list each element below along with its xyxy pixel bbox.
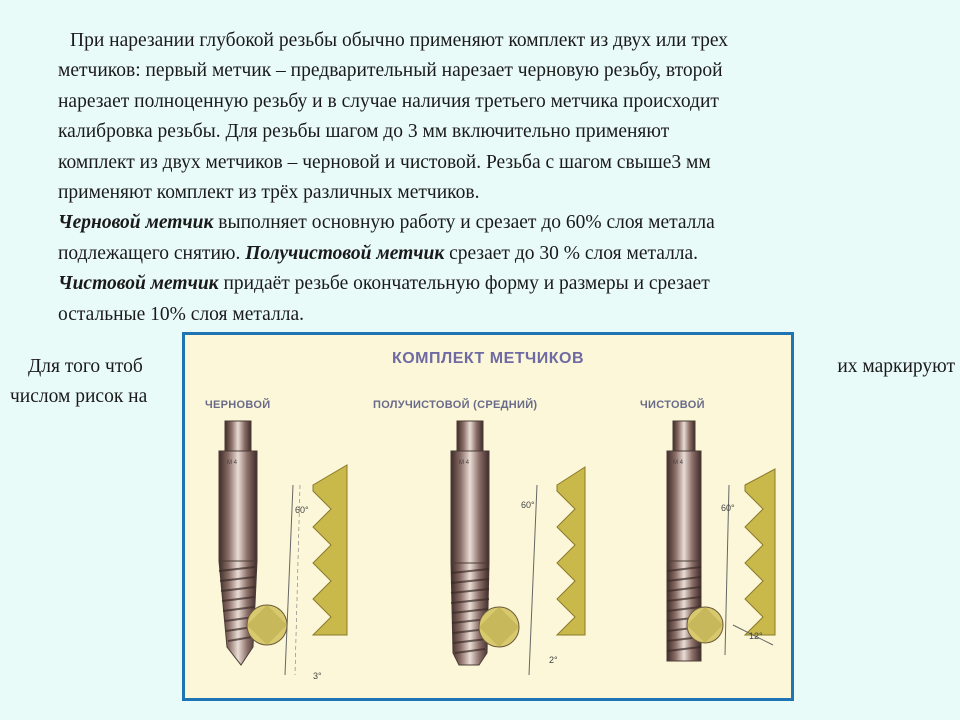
angle-label-finish: 60°: [721, 503, 735, 513]
rough-tap: [219, 421, 347, 675]
label-rough: ЧЕРНОВОЙ: [205, 399, 271, 411]
label-finish: ЧИСТОВОЙ: [640, 399, 705, 411]
tap-mark-rough: М 4: [227, 460, 238, 466]
finish-tap-desc: придаёт резьбе окончательную форму и размеры и срезает: [218, 273, 710, 295]
angle-label-semi: 60°: [521, 500, 535, 510]
figure-title: КОМПЛЕКТ МЕТЧИКОВ: [391, 350, 585, 367]
semi-tap-desc: срезает до 30 % слоя металла.: [444, 242, 699, 264]
text-line: калибровка резьбы. Для резьбы шагом до 3 мм включительно применяют: [58, 121, 670, 143]
text-line: нарезает полноценную резьбу и в случае наличия третьего метчика происходит: [58, 90, 719, 112]
angle-2-label: 2°: [549, 655, 558, 665]
text-line: При нарезании глубокой резьбы обычно применяют комплект из двух или трех: [70, 30, 728, 51]
finish-tap-term: Чистовой метчик: [58, 273, 219, 295]
label-semi: ПОЛУЧИСТОВОЙ (СРЕДНИЙ): [373, 399, 538, 411]
tap-set-figure: [182, 332, 794, 701]
semi-tap-line: [58, 239, 938, 269]
hidden-line-left-2: числом рисок на: [10, 386, 148, 408]
hidden-line-right: их маркируют: [837, 356, 955, 377]
text-line: применяют комплект из трёх различных метчиков.: [58, 182, 480, 204]
text-line: комплект из двух метчиков – черновой и чистовой. Резьба с шагом свыше3 мм: [58, 151, 711, 173]
finishing-tap: [667, 421, 775, 661]
main-paragraph: [58, 26, 938, 330]
text-line: метчиков: первый метчик – предварительный нарезает черновую резьбу, второй: [58, 60, 723, 82]
angle-label-rough: 60°: [295, 505, 309, 515]
tap-mark-semi: М 4: [459, 460, 470, 466]
rough-tap-line: [58, 208, 938, 238]
hidden-line-left: Для того чтоб: [28, 356, 143, 377]
tap-mark-finish: М 4: [673, 460, 684, 466]
rough-tap-desc: выполняет основную работу и срезает до 60% слоя металла: [213, 212, 715, 234]
semi-finishing-tap: [451, 421, 585, 675]
angle-12-label: 12°: [749, 631, 763, 641]
finish-tap-line: [58, 269, 938, 299]
text-line: остальные 10% слоя металла.: [58, 303, 304, 325]
text-line: подлежащего снятию.: [58, 242, 246, 264]
angle-3-label: 3°: [313, 671, 322, 681]
rough-tap-term: Черновой метчик: [58, 212, 214, 234]
semi-tap-term: Получистовой метчик: [245, 242, 445, 264]
tap-illustrations: [185, 335, 791, 698]
